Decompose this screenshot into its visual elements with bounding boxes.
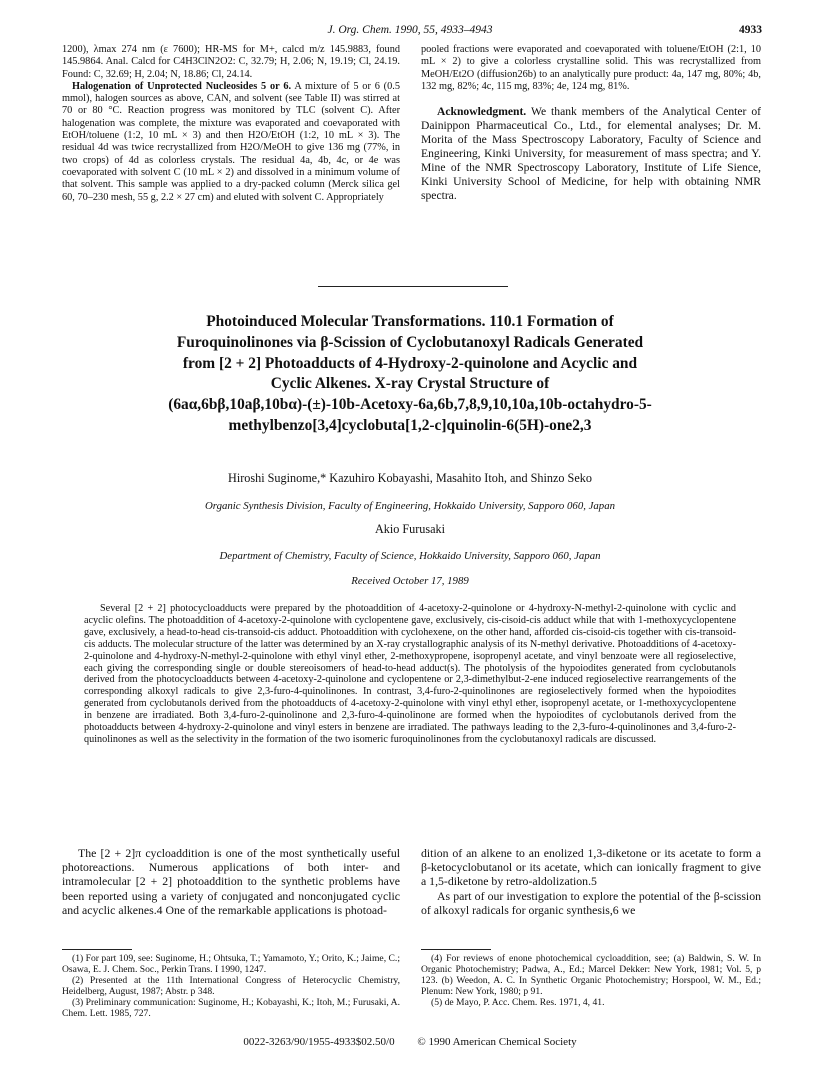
- title-line: Cyclic Alkenes. X-ray Crystal Structure of: [270, 375, 550, 393]
- body-text: dition of an alkene to an enolized 1,3-diketone or its acetate to form a β-ketocyclobutanol or its acetate, which can ionically fragment to give a 1,5-diketone by retro-aldolization.5: [421, 846, 761, 889]
- title-line: (6aα,6bβ,10aβ,10bα)-(±)-10b-Acetoxy-6a,6b,7,8,9,10,10a,10b-octahydro-5-: [168, 396, 652, 414]
- journal-header: J. Org. Chem. 1990, 55, 4933–4943: [327, 24, 493, 36]
- footnotes-right: [421, 953, 761, 1008]
- footnote: (3) Preliminary communication: Suginome, H.; Kobayashi, K.; Itoh, M.; Furusaki, A. Chem. Lett. 1985, 727.: [62, 997, 400, 1019]
- footnote-divider: [62, 949, 132, 950]
- footnotes-left: [62, 953, 400, 1019]
- copyright-notice: © 1990 American Chemical Society: [417, 1036, 577, 1048]
- experimental-text: pooled fractions were evaporated and coevaporated with toluene/EtOH (2:1, 10 mL × 2) to give a colorless crystalline solid. This was recrystallized from MeOH/Et2O (diffusion26b) to an analytically pure product: 4a, 147 mg, 80%; 4b, 132 mg, 82%; 4c, 115 mg, 83%; 4e, 124 mg, 81%.: [421, 44, 761, 92]
- section-divider: [318, 286, 508, 287]
- experimental-text: 1200), λmax 274 nm (ε 7600); HR-MS for M+, calcd m/z 145.9883, found 145.9864. Anal. Calcd for C4H3ClN2O2: C, 32.79; H, 2.06; N, 19.19; Cl, 24.19. Found: C, 32.69; H, 2.04; N, 18.86; Cl, 24.14.: [62, 44, 400, 80]
- experimental-paragraph: [62, 81, 400, 204]
- footnote-divider: [421, 949, 491, 950]
- title-line: methylbenzo[3,4]cyclobuta[1,2-c]quinolin-6(5H)-one2,3: [228, 416, 592, 434]
- body-text: The [2 + 2]π cycloaddition is one of the most synthetically useful photoreactions. Numerous applications of both inter- and intramolecular [2 + 2] photoaddition to the synthetic problems have been reported using a variety of conjugated and nonconjugated cyclic and acyclic alkenes.4 One of the remarkable applications is photoad-: [62, 846, 400, 917]
- title-line: Photoinduced Molecular Transformations. 110.1 Formation of: [206, 313, 614, 330]
- title-line: Furoquinolinones via β-Scission of Cyclobutanoxyl Radicals Generated: [176, 333, 644, 351]
- affiliation: Department of Chemistry, Faculty of Science, Hokkaido University, Sapporo 060, Japan: [219, 550, 601, 562]
- acknowledgment-heading: Acknowledgment.: [437, 105, 527, 119]
- received-date: Received October 17, 1989: [351, 575, 469, 587]
- section-heading: Halogenation of Unprotected Nucleosides 5 or 6.: [72, 80, 292, 92]
- footnote: (4) For reviews of enone photochemical cycloaddition, see; (a) Baldwin, S. W. In Organic Photochemistry; Padwa, A., Ed.; Marcel Dekker: New York, 1981; Vol. 5, p 123. (b) Weedon, A. C. In Synthetic Organic Photochemistry; Horspool, W. M., Ed.; Plenum: New York, 1980; p 91.: [421, 953, 761, 997]
- page-number: 4933: [739, 24, 762, 36]
- abstract: Several [2 + 2] photocycloadducts were prepared by the photoaddition of 4-acetoxy-2-quinolone or 4-hydroxy-N-methyl-2-quinolone with cyclic and acyclic olefins. The photoaddition of 4-acetoxy-2-quinolone with cyclopentene gave, exclusively, cis-cisoid-cis adduct while that with 1-methoxycyclopentene gave, exclusively, a head-to-head cis-transoid-cis adduct. Photoaddition with cyclohexene, on the other hand, afforded cis-cisoid-cis together with cis-transoid-cis adducts. The molecular structure of the latter was determined by an X-ray crystallographic analysis of its N-methyl derivative. Photoadditions of 4-acetoxy-2-quinolone and 4-hydroxy-N-methyl-2-quinolone with ethyl vinyl ether, 2-methoxypropene, isopropenyl acetate, and vinyl benzoate were all regioselective, each giving the corresponding single or double stereoisomers of head-to-head adduct(s). The photolysis of the hypoiodites generated from cyclobutanols derived from the photocycloadducts between 4-acetoxy-2-quinolone and cyclopentene or 2,3-dimethylbut-2-ene induced regioselective rearrangements of the corresponding alkoxyl radicals to give 2,3-furo-4-quinolinones. In contrast, 3,4-furo-2-quinolinones are regioselectively formed when the hypoiodites generated from cyclobutanols derived from the photoadducts of 4-acetoxy-2-quinolone with vinyl ethyl ether, isopropenyl acetate, or 1-methoxycyclopentene in benzene are irradiated. Both 3,4-furo-2-quinolinone and 2,3-furo-4-quinolinone are formed when the hypoiodites of cyclobutanols derived from the photoadducts between 4-hydroxy-2-quinolone and vinyl esters in benzene are irradiated. The pathways leading to the 2,3-furo-4-quinolinones and 3,4-furo-2-quinolinones as well as the selectivity in the formation of the two isomeric furoquinolinones from the cyclobutanoxyl radicals are discussed.: [84, 603, 736, 745]
- previous-article-right-column: [421, 44, 761, 203]
- article-title: [70, 312, 750, 437]
- footnote: (5) de Mayo, P. Acc. Chem. Res. 1971, 4, 41.: [431, 997, 605, 1008]
- body-text-right: [421, 846, 761, 917]
- affiliation: Organic Synthesis Division, Faculty of Engineering, Hokkaido University, Sapporo 060, Japan: [204, 500, 616, 512]
- acknowledgment: [421, 105, 761, 203]
- page-footer: [0, 1036, 820, 1048]
- acknowledgment-text: We thank members of the Analytical Center of Dainippon Pharmaceutical Co., Ltd., for elemental analyses; Dr. M. Morita of the Mass Spectroscopy Laboratory, Faculty of Science and Engineering, Kinki University, for measurement of mass spectra; and Y. Mine of the NMR Spectroscopy Laboratory, Institute of Life Sience, Kinki University School of Medicine, for help with obtaining NMR spectra.: [421, 105, 761, 203]
- author-list: Hiroshi Suginome,* Kazuhiro Kobayashi, Masahito Itoh, and Shinzo Seko: [228, 471, 592, 485]
- experimental-text: A mixture of 5 or 6 (0.5 mmol), halogen sources as above, CAN, and solvent (see Table II) was stirred at 70 or 80 °C. Reaction progress was monitored by TLC (solvent C). After halogenation was complete, the mixture was evaporated and coevaporated with EtOH/toluene (1:2, 10 mL × 3) and then H2O/EtOH (1:2, 10 mL × 3). The residual 4d was twice recrystallized from H2O/MeOH to give 136 mg (77%, in two crops) of 4d as colorless crystals. The residual 4a, 4b, 4c, or 4e was coevaporated with solvent C (10 mL × 2) and dissolved in a minimum volume of that solvent. This sample was applied to a dry-packed column (Merck silica gel 60, 70–230 mesh, 55 g, 2.2 × 27 cm) and eluted with solvent C. Appropriately: [62, 80, 400, 203]
- author-list: Akio Furusaki: [374, 522, 446, 536]
- footnote: (2) Presented at the 11th International Congress of Heterocyclic Chemistry, Heidelberg, August, 1987; Abstr. p 348.: [62, 975, 400, 997]
- article-code: 0022-3263/90/1955-4933$02.50/0: [243, 1036, 395, 1048]
- title-line: from [2 + 2] Photoadducts of 4-Hydroxy-2-quinolone and Acyclic and: [182, 354, 638, 372]
- body-text: As part of our investigation to explore the potential of the β-scission of alkoxyl radicals for organic synthesis,6 we: [421, 888, 761, 917]
- footnote: (1) For part 109, see: Suginome, H.; Ohtsuka, T.; Yamamoto, Y.; Orito, K.; Jaime, C.; Osawa, E. J. Chem. Soc., Perkin Trans. I 1990, 1247.: [62, 953, 400, 975]
- previous-article-left-column: [62, 44, 400, 204]
